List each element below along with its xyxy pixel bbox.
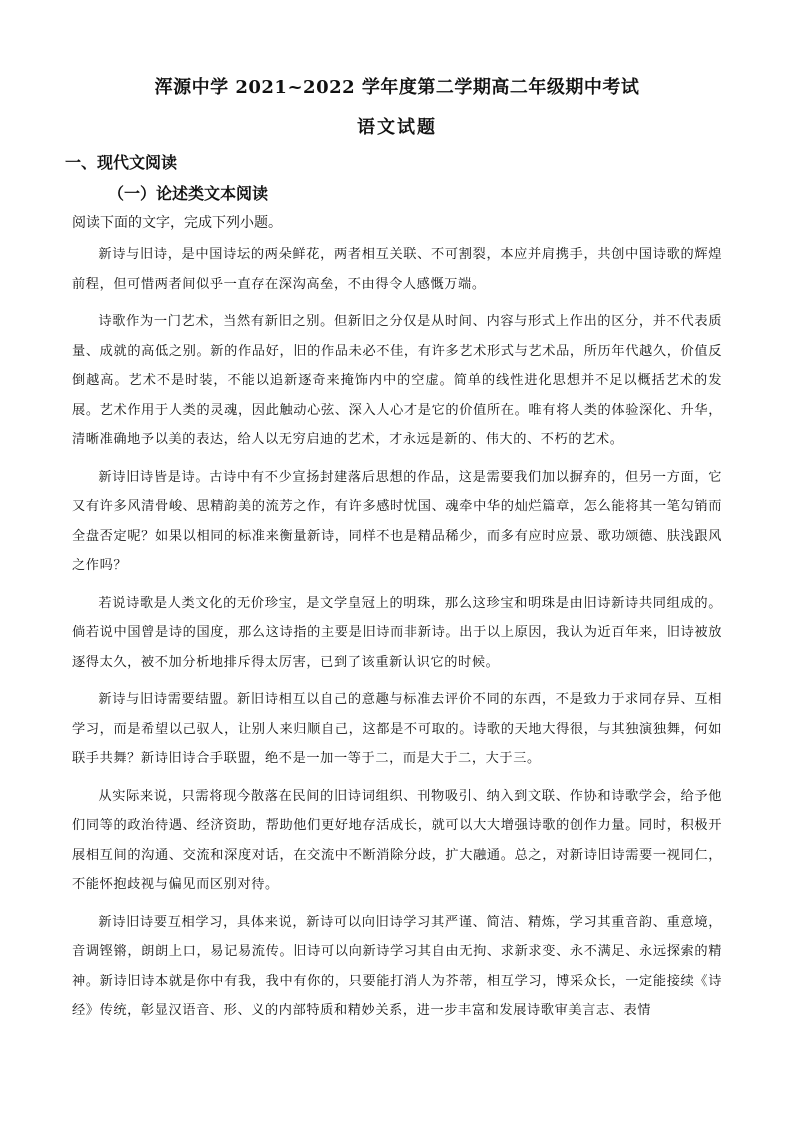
paragraph: 从实际来说，只需将现今散落在民间的旧诗词组织、刊物吸引、纳入到文联、作协和诗歌学会，给予他们同等的政治待遇、经济资助，帮助他们更好地存活成长，就可以大大增强诗歌的创作力量。同时，积极开展相互间的沟通、交流和深度对话，在交流中不断消除分歧，扩大融通。总之，对新诗旧诗需要一视同仁，不能怀抱歧视与偏见而区别对待。: [72, 788, 722, 892]
article-body: [72, 240, 722, 1034]
exam-title: 浑源中学 2021~2022 学年度第二学期高二年级期中考试: [154, 77, 640, 98]
paragraph: 新诗旧诗皆是诗。古诗中有不少宣扬封建落后思想的作品，这是需要我们加以摒弃的，但另一方面，它又有许多风清骨峻、思精韵美的流芳之作，有许多感时忧国、魂牵中华的灿烂篇章，怎么能将其一笔勾销而全盘否定呢？如果以相同的标准来衡量新诗，同样不也是精品稀少，而多有应时应景、歌功颂德、肤浅跟风之作吗？: [72, 469, 722, 573]
reading-instruction: 阅读下面的文字，完成下列小题。: [72, 215, 282, 231]
exam-subject-title: 语文试题: [357, 117, 437, 138]
paragraph: 新诗与旧诗需要结盟。新旧诗相互以自己的意趣与标准去评价不同的东西，不是致力于求同存异、互相学习，而是希望以己驭人，让别人来归顺自己，这都是不可取的。诗歌的天地大得很，与其独演独舞，何如联手共舞？新诗旧诗合手联盟，绝不是一加一等于二，而是大于二，大于三。: [72, 692, 722, 766]
section-heading: 一、现代文阅读: [65, 153, 178, 172]
paragraph: 诗歌作为一门艺术，当然有新旧之别。但新旧之分仅是从时间、内容与形式上作出的区分，并不代表质量、成就的高低之别。新的作品好，旧的作品未必不佳，有许多艺术形式与艺术品，所历年代越久，价值反倒越高。艺术不是时装，不能以追新逐奇来掩饰内中的空虚。简单的线性进化思想并不足以概括艺术的发展。艺术作用于人类的灵魂，因此触动心弦、深入人心才是它的价值所在。唯有将人类的体验深化、升华，清晰准确地予以美的表达，给人以无穷启迪的艺术，才永远是新的、伟大的、不朽的艺术。: [72, 314, 722, 447]
subsection-heading: （一）论述类文本阅读: [108, 184, 269, 203]
paragraph: 若说诗歌是人类文化的无价珍宝，是文学皇冠上的明珠，那么这珍宝和明珠是由旧诗新诗共同组成的。倘若说中国曾是诗的国度，那么这诗指的主要是旧诗而非新诗。出于以上原因，我认为近百年来，旧诗被放逐得太久，被不加分析地排斥得太厉害，已到了该重新认识它的时候。: [72, 595, 722, 670]
paragraph: 新诗与旧诗，是中国诗坛的两朵鲜花，两者相互关联、不可割裂，本应并肩携手，共创中国诗歌的辉煌前程，但可惜两者间似乎一直存在深沟高垒，不由得令人感慨万端。: [72, 247, 722, 292]
paragraph: 新诗旧诗要互相学习，具体来说，新诗可以向旧诗学习其严谨、简洁、精炼，学习其重音韵、重意境，音调铿锵，朗朗上口，易记易流传。旧诗可以向新诗学习其自由无拘、求新求变、永不满足、永远探索的精神。新诗旧诗本就是你中有我，我中有你的，只要能打消人为芥蒂，相互学习，博采众长，一定能接续《诗经》传统，彰显汉语音、形、义的内部特质和精妙关系，进一步丰富和发展诗歌审美言志、表情: [72, 914, 722, 1018]
